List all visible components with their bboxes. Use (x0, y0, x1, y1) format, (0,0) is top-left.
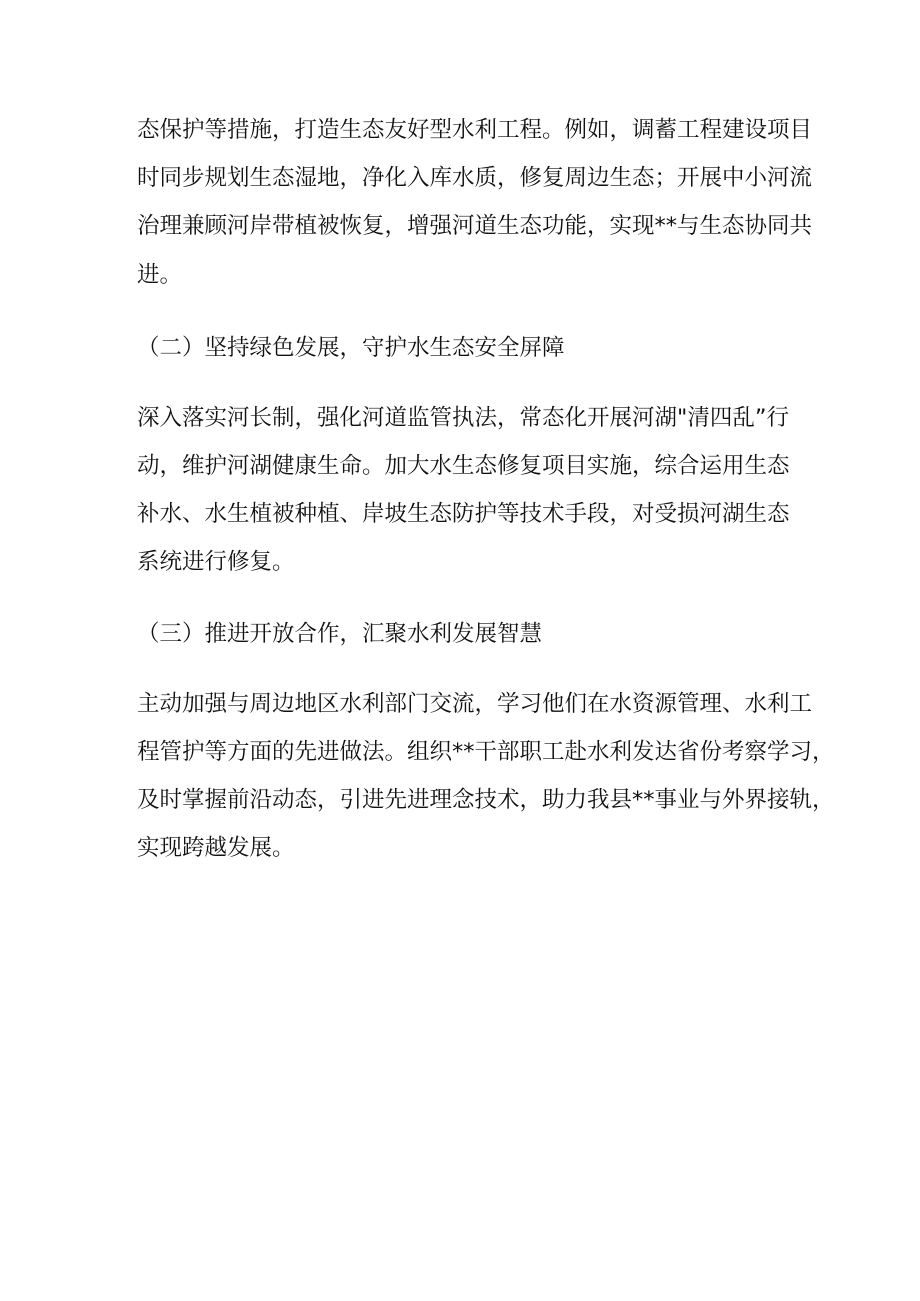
section-heading-2: （二）坚持绿色发展，守护水生态安全屏障 (137, 335, 565, 361)
paragraph-1-line-1: 态保护等措施，打造生态友好型水利工程。例如，调蓄工程建设项目 (137, 117, 813, 143)
paragraph-2-line-3: 补水、水生植被种植、岸坡生态防护等技术手段，对受损河湖生态 (137, 501, 790, 527)
paragraph-2-line-4: 系统进行修复。 (137, 549, 295, 575)
paragraph-3-line-1: 主动加强与周边地区水利部门交流，学习他们在水资源管理、水利工 (137, 691, 813, 717)
paragraph-1-line-4: 进。 (137, 262, 183, 288)
paragraph-3-line-4: 实现跨越发展。 (137, 835, 295, 861)
paragraph-1-line-2: 时同步规划生态湿地，净化入库水质，修复周边生态；开展中小河流 (137, 165, 813, 191)
paragraph-3-line-2: 程管护等方面的先进做法。组织**干部职工赴水利发达省份考察学习， (137, 739, 835, 765)
paragraph-2-line-2: 动，维护河湖健康生命。加大水生态修复项目实施，综合运用生态 (137, 453, 790, 479)
section-heading-3: （三）推进开放合作，汇聚水利发展智慧 (137, 621, 543, 647)
paragraph-2-line-1: 深入落实河长制，强化河道监管执法，常态化开展河湖"清四乱”行 (137, 405, 790, 431)
paragraph-3-line-3: 及时掌握前沿动态，引进先进理念技术，助力我县**事业与外界接轨， (137, 787, 835, 813)
paragraph-1-line-3: 治理兼顾河岸带植被恢复，增强河道生态功能，实现**与生态协同共 (137, 213, 813, 239)
